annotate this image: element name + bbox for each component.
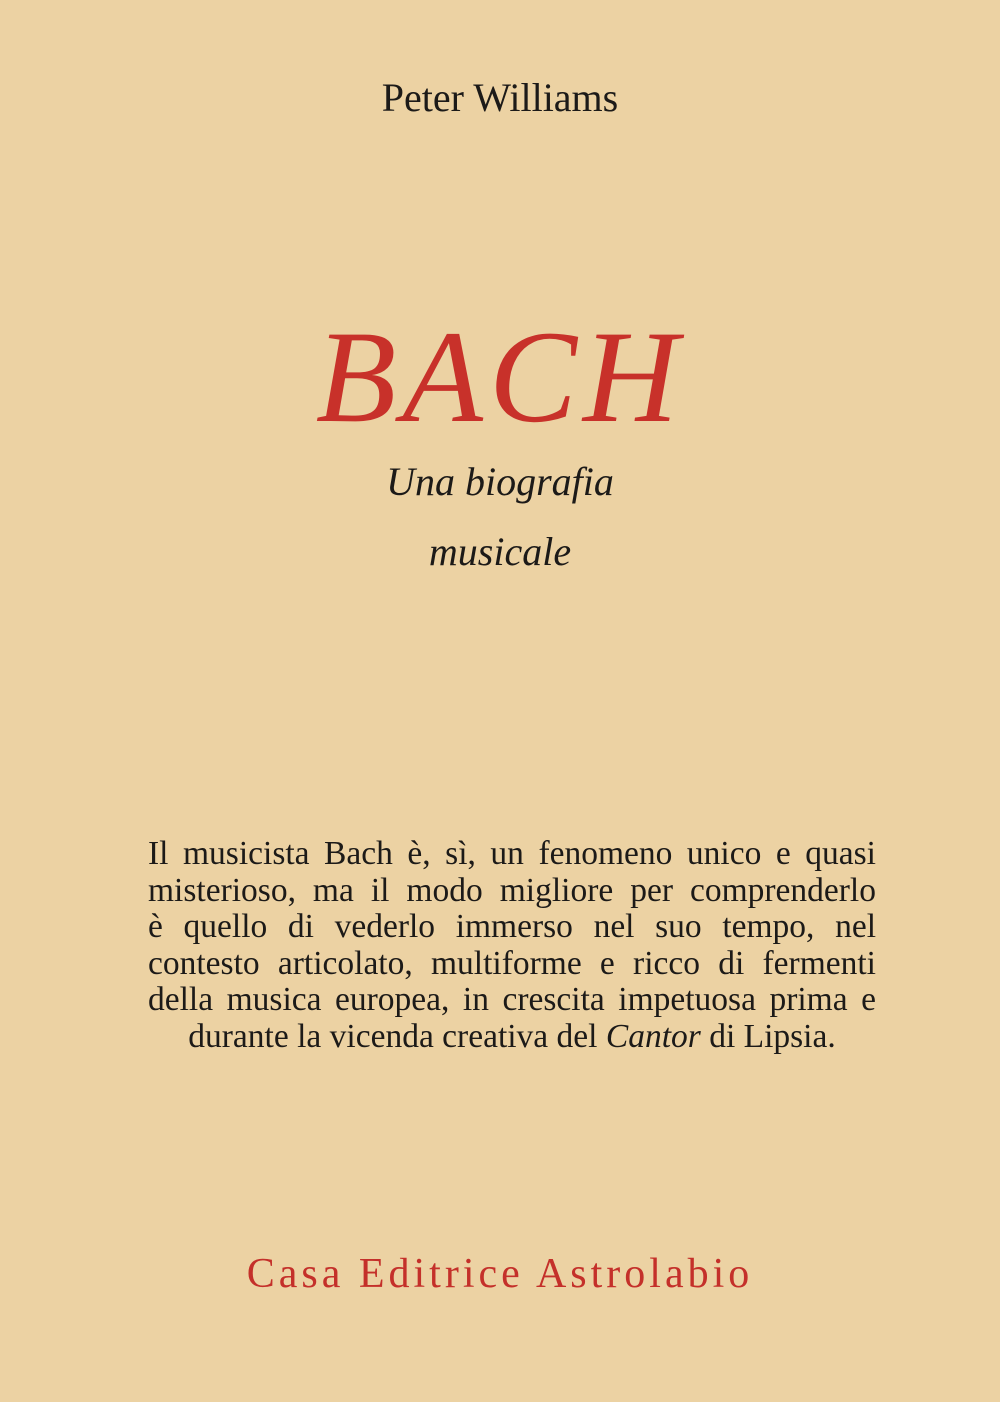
blurb-text: durante la vicenda creativa del — [188, 1017, 606, 1055]
publisher: Casa Editrice Astrolabio — [246, 1251, 754, 1297]
blurb-italic: Cantor — [605, 1017, 701, 1055]
blurb-text: di Lipsia. — [700, 1017, 836, 1055]
subtitle-line-2: musicale — [428, 529, 572, 574]
blurb-line: Il musicista Bach è, sì, un fenomeno unico e quasi — [148, 835, 876, 872]
blurb-line: contesto articolato, multiforme e ricco di fermenti — [148, 944, 876, 982]
blurb-line-last — [148, 1019, 876, 1056]
blurb-line: della musica europea, in crescita impetuosa prima e — [148, 981, 876, 1018]
blurb-line: misterioso, ma il modo migliore per comprenderlo — [148, 871, 876, 909]
blurb — [148, 836, 876, 1055]
book-title: BACH — [315, 303, 685, 450]
blurb-line: è quello di vederlo immerso nel suo tempo, nel — [148, 908, 876, 945]
author-name: Peter Williams — [381, 75, 619, 120]
subtitle-line-1: Una biografia — [386, 459, 614, 504]
